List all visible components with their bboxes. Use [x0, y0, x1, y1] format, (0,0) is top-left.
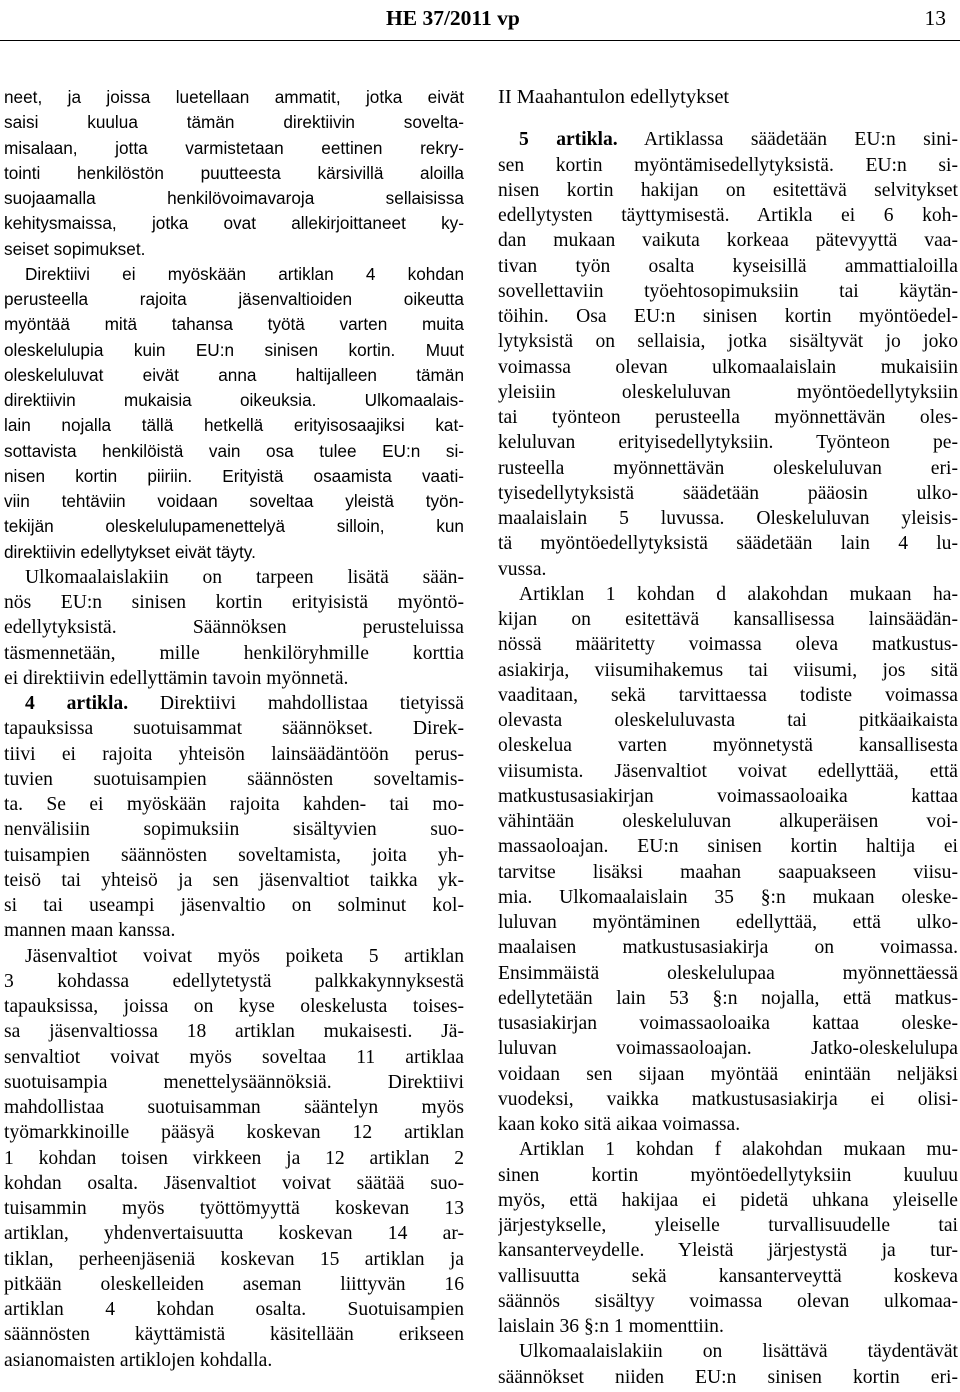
- text-line: Jäsenvaltiot voivat myös poiketa 5 artiklan: [25, 945, 464, 967]
- text-line: senvaltiot voivat myös soveltaa 11 artiklaa: [4, 1046, 464, 1068]
- line-text: Direktiivi mahdollistaa tietyissä: [128, 693, 464, 714]
- text-line: [498, 127, 958, 152]
- text-line: tuvien suotuisampien säännösten soveltamis-: [4, 768, 464, 790]
- text-line: asiakirja, viisumihakemus tai viisumi, jos sitä: [498, 659, 958, 681]
- text-line: vähintään oleskeluluvan alkuperäisen voi-: [498, 811, 958, 832]
- text-line: lain nojalla tällä hetkellä erityisosaajiksi kat-: [4, 415, 464, 436]
- text-line: direktiivin mukaisia oikeuksia. Ulkomaalais-: [4, 390, 464, 410]
- text-line: [4, 691, 464, 716]
- left-text-column: [4, 85, 464, 1373]
- text-line: tapauksissa, joissa on kyse oleskelusta toises-: [4, 996, 464, 1017]
- text-line: Ulkomaalaislakiin on lisättävä täydentävät: [519, 1341, 958, 1363]
- text-line: direktiivin edellytykset eivät täyty.: [4, 541, 256, 562]
- text-line: asianomaisten artiklojen kohdalla.: [4, 1349, 273, 1371]
- text-line: töihin. Osa EU:n sinisen kortin myöntöedel-: [498, 306, 958, 327]
- text-line: viin tehtäviin voidaan soveltaa yleistä työn-: [4, 491, 464, 511]
- text-line: massaoloajan. EU:n sinisen kortin haltija ei: [498, 836, 958, 858]
- text-line: sottavista henkilöistä vain osa tulee EU:n si-: [4, 440, 464, 461]
- text-line: seiset sopimukset.: [4, 238, 146, 259]
- text-line: Ulkomaalaislakiin on tarpeen lisätä sään-: [25, 566, 464, 588]
- text-line: kansanterveydelle. Yleistä järjestystä ja tur-: [498, 1240, 958, 1262]
- text-line: myös, että hakijaa ei pidetä uhkana yleiselle: [498, 1189, 958, 1211]
- document-id: HE 37/2011 vp: [386, 6, 520, 30]
- section-heading: II Maahantulon edellytykset: [498, 86, 730, 108]
- text-line: vallisuutta sekä kansanterveyttä koskeva: [498, 1265, 958, 1287]
- text-line: Direktiivi ei myöskään artiklan 4 kohdan: [25, 263, 464, 284]
- text-line: tekijän oleskelulupamenettelyä silloin, kun: [4, 516, 464, 537]
- text-line: tiklan, perheenjäseniä koskevan 15 artiklan ja: [4, 1248, 464, 1270]
- text-line: nössä määritetty voimassa oleva matkustus-: [498, 634, 958, 656]
- text-line: artiklan, yhdenvertaisuutta koskevan 14 ar-: [4, 1223, 464, 1245]
- text-line: edellytyksistä. Säännöksen perusteluissa: [4, 617, 464, 639]
- text-line: mahdollistaa suotuisamman sääntelyn myös: [4, 1097, 464, 1118]
- text-line: saisi kuulua tämän direktiivin sovelta-: [4, 112, 464, 133]
- text-line: perusteella rajoita jäsenvaltioiden oikeutta: [4, 289, 464, 309]
- line-text: Artiklassa säädetään EU:n sini-: [617, 129, 958, 151]
- text-line: pitkään oleskelleiden aseman liittyvän 16: [4, 1273, 464, 1295]
- text-line: sen kortin myöntämisedellytyksistä. EU:n si-: [498, 154, 958, 176]
- text-line: sinen kortin myöntöedellytyksiin kuuluu: [498, 1164, 958, 1186]
- text-line: si tai useampi jäsenvaltio on solminut kol-: [4, 895, 464, 916]
- text-line: olevasta oleskeluluvasta tai pitkäaikaista: [498, 710, 958, 731]
- text-line: misalaan, jotta varmistetaan eettinen rekry-: [4, 137, 464, 158]
- text-line: laislain 36 §:n 1 momenttiin.: [498, 1316, 724, 1337]
- text-line: yleisiin oleskeluluvan myöntöedellytyksiin: [498, 381, 958, 403]
- text-line: voimassa olevan ulkomaalaislain mukaisiin: [498, 356, 958, 378]
- text-line: sovellettaviin työehtosopimuksiin tai käytän-: [498, 280, 958, 302]
- text-line: rusteella myönnettävän oleskeluluvan eri-: [498, 457, 958, 479]
- text-line: ta. Se ei myöskään rajoita kahden- tai mo-: [4, 794, 464, 815]
- text-line: neet, ja joissa luetellaan ammatit, jotka eivät: [4, 87, 464, 107]
- text-line: 1 kohdan toisen virkkeen ja 12 artiklan 2: [4, 1147, 464, 1169]
- text-line: tointi henkilöstön puutteesta kärsivillä aloilla: [4, 162, 464, 183]
- header-rule: [0, 40, 960, 41]
- text-line: lytyksistä on sellaisia, jotka sisältyvät jo joko: [498, 331, 958, 353]
- text-line: tiivi ei rajoita yhteisön lainsäädäntöön perus-: [4, 743, 464, 765]
- text-line: luluvan myöntäminen edellyttää, että ulko-: [498, 912, 958, 933]
- text-line: tarvitse lisäksi maahan saapuakseen viisu-: [498, 861, 958, 883]
- text-line: nisen kortin hakijan on esitettävä selvitykset: [498, 179, 958, 201]
- article-label: 5 artikla.: [519, 129, 618, 151]
- text-line: tai työnteon perusteella myönnettävän oles-: [498, 407, 958, 428]
- text-line: voidaan sen sijaan myöntää enintään neljäksi: [498, 1063, 958, 1085]
- text-line: keluluvan erityisedellytyksiin. Työnteon pe-: [498, 432, 958, 454]
- text-line: vussa.: [498, 558, 547, 580]
- page-number: 13: [924, 6, 946, 30]
- text-line: myöntää mitä tahansa työtä varten muita: [4, 314, 464, 335]
- text-line: tapauksissa suotuisammat säännökset. Direk-: [4, 718, 464, 740]
- text-line: teisö tai yhteisö ja sen jäsenvaltiot taikka yk-: [4, 869, 464, 891]
- text-line: luluvan voimassaoloajan. Jatko-oleskelulupa: [498, 1038, 958, 1060]
- text-line: edellytysten täyttymisestä. Artikla ei 6 koh-: [498, 205, 958, 226]
- text-line: tä myöntöedellytyksistä säädetään lain 4 lu-: [498, 533, 958, 555]
- text-line: mannen maan kanssa.: [4, 920, 176, 942]
- text-line: nisen kortin piiriin. Erityistä osaamista vaati-: [4, 465, 464, 486]
- text-line: vaaditaan, sekä tarvittaessa todiste voimassa: [498, 684, 958, 706]
- text-line: sa jäsenvaltiossa 18 artiklan mukaisesti. Jä-: [4, 1021, 464, 1043]
- text-line: artiklan 4 kohdan osalta. Suotuisampien: [4, 1299, 464, 1320]
- text-line: tusasiakirjan voimassaoloaika kattaa oleske-: [498, 1013, 958, 1034]
- text-line: suojaamalla henkilövoimavaroja sellaisissa: [4, 188, 464, 208]
- text-line: nös EU:n sinisen kortin erityisistä myöntö-: [4, 592, 464, 613]
- text-line: vuodeksi, vaikka matkustusasiakirja ei olisi-: [498, 1088, 958, 1110]
- text-line: matkustusasiakirjan voimassaoloaika kattaa: [498, 785, 958, 807]
- text-line: dan mukaan vaikuta korkeaa pätevyyttä vaa-: [498, 230, 958, 252]
- right-text-column: [498, 85, 958, 1390]
- text-line: suotuisampia menettelysäännöksiä. Direktiivi: [4, 1071, 464, 1093]
- text-line: säännös sisältyy voimassa olevan ulkomaa-: [498, 1290, 958, 1312]
- article-label: 4 artikla.: [25, 693, 129, 714]
- text-line: edellytetään lain 53 §:n nojalla, että matkus-: [498, 987, 958, 1009]
- text-line: tyisedellytyksistä säädetään pääosin ulko-: [498, 482, 958, 504]
- text-line: tuisampien säännösten soveltamista, joita yh-: [4, 844, 464, 866]
- text-line: järjestykselle, yleiselle turvallisuudelle tai: [498, 1215, 958, 1236]
- text-line: Ensimmäistä oleskelulupaa myönnettäessä: [498, 962, 958, 984]
- text-line: työmarkkinoille pääsyä koskevan 12 artiklan: [4, 1122, 464, 1144]
- text-line: nenvälisiin sopimuksiin sisältyvien suo-: [4, 819, 464, 841]
- text-line: säännösten käyttämistä käsitellään erikseen: [4, 1324, 464, 1346]
- text-line: maalaislain 5 luvussa. Oleskeluluvan yleisis-: [498, 508, 958, 529]
- text-line: säännökset niiden EU:n sinisen kortin eri-: [498, 1366, 958, 1388]
- text-line: täsmennetään, mille henkilöryhmille korttia: [4, 642, 464, 664]
- text-line: 3 kohdassa edellytetystä palkkakynnyksestä: [4, 970, 464, 992]
- text-line: viisumista. Jäsenvaltiot voivat edellyttää, että: [498, 760, 958, 782]
- text-line: tivan työn osalta kyseisillä ammattialoilla: [498, 255, 958, 277]
- text-line: oleskelulupia kuin EU:n sinisen kortin. Muut: [4, 339, 464, 360]
- text-line: kohdan osalta. Jäsenvaltiot voivat säätää suo-: [4, 1172, 464, 1194]
- page-header: [0, 6, 960, 36]
- text-line: Artiklan 1 kohdan f alakohdan mukaan mu-: [519, 1139, 958, 1161]
- text-line: kehitysmaissa, jotka ovat allekirjoittaneet ky-: [4, 213, 464, 234]
- text-line: maalaisen matkustusasiakirja on voimassa.: [498, 937, 958, 959]
- text-line: oleskelua varten myönnetystä kansallisesta: [498, 735, 958, 757]
- text-line: kaan koko sitä aikaa voimassa.: [498, 1114, 741, 1135]
- text-line: kijan on esitettävä kansallisessa lainsäädän-: [498, 609, 958, 630]
- text-line: tuisammin myös työttömyyttä koskevan 13: [4, 1198, 464, 1219]
- text-line: Artiklan 1 kohdan d alakohdan mukaan ha-: [519, 583, 958, 605]
- text-line: ei direktiivin edellyttämin tavoin myönnetä.: [4, 667, 349, 689]
- text-line: mia. Ulkomaalaislain 35 §:n mukaan oleske-: [498, 886, 958, 908]
- text-line: oleskeluluvat eivät anna haltijalleen tämän: [4, 364, 464, 385]
